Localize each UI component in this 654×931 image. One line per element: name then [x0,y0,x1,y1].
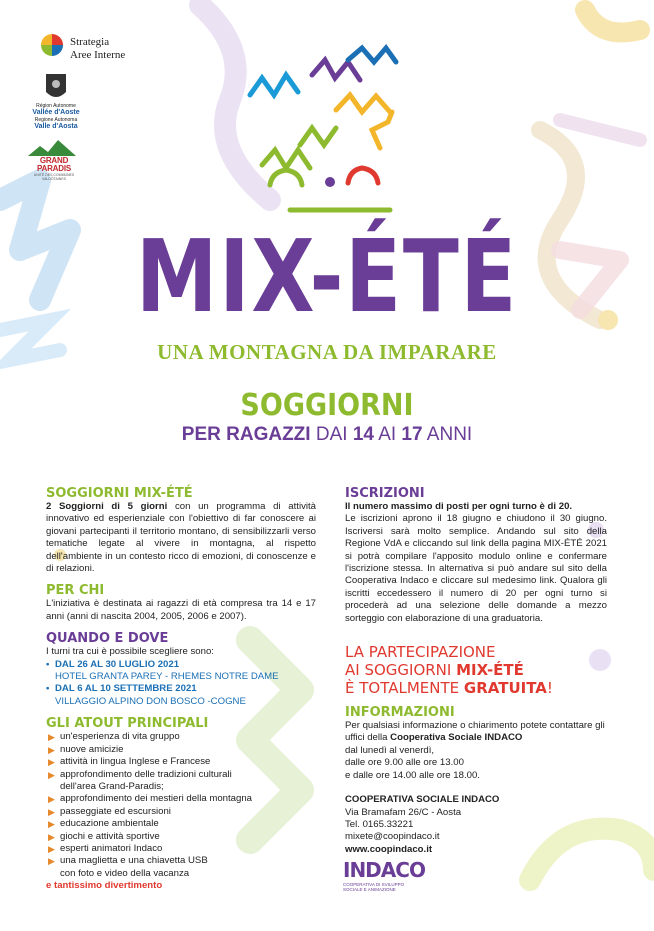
coop-address: Via Bramafam 26/C - Aosta [345,806,462,818]
info-morning: dalle ore 9.00 alle ore 13.00 [345,757,464,769]
region-logo [30,103,82,131]
atout-last: e tantissimo divertimento [46,880,163,892]
list-item: ▶ attività in lingua Inglese e Francese [48,756,211,768]
strategia-line1: Strategia [70,36,110,48]
region-line1: Région Autonome [36,103,76,109]
right-column [345,486,607,856]
coop-web[interactable]: www.coopindaco.it [345,843,433,855]
strategia-logo-mark [41,34,63,56]
anni-word: ANNI [426,424,473,445]
age-to: 17 [401,424,423,445]
strategia-line2: Aree Interne [70,49,126,61]
soggiorni-text: con un programma di attività innovativo ed esperienziale con l'obiettivo di far conoscere ai giovani partecipanti il territorio montano, di sensibilizzarli verso tematiche legate al vivere in montagna, al rispetto dell'ambiente in un contesto ricco di emozioni, di conoscenze e di relazioni. [46,501,316,575]
info-afternoon: e dalle ore 14.00 alle ore 18.00. [345,769,480,781]
soggiorni-heading: SOGGIORNI [240,388,414,423]
ai-word: AI [378,424,397,445]
subtitle: UNA MONTAGNA DA IMPARARE [157,340,497,364]
turno2-date: • DAL 6 AL 10 SETTEMBRE 2021 [46,683,197,695]
grand-paradis-sub: UNITÉ DES COMMUNES VALDÔTAINES [33,173,75,181]
soggiorni-mixete-heading: SOGGIORNI MIX-ÉTÉ [46,486,193,501]
partecipazione-block [345,643,607,697]
per-chi-heading: PER CHI [46,583,105,599]
coop-email[interactable]: mixete@coopindaco.it [345,831,440,843]
iscrizioni-text: Le iscrizioni aprono il 18 giugno e chiudono il 30 giugno. Iscriversi sarà molto semplice. Andando sul sito della Regione VdA e cliccando sul link della pagina MIX-ÉTÉ 2021 si potrà compilare l'apposito modulo online e confermare l'iscrizione stessa. In alternativa si può andare sul sito della Cooperativa Indaco e cliccare sul medesimo link. Qualora gli iscritti eccedessero il numero di 20 per ogni turno si procederà ad una selezione delle domande a mezzo sorteggio con elaborazione di una graduatoria. [345,513,607,624]
iscrizioni-heading: ISCRIZIONI [345,486,425,501]
informazioni-heading: INFORMAZIONI [345,705,455,721]
atout-heading: GLI ATOUT PRINCIPALI [46,716,209,732]
turni-intro: I turni tra cui è possibile scegliere sono: [46,646,214,658]
grand-paradis-name: GRAND PARADIS [36,156,71,173]
grand-paradis-logo [26,157,82,181]
age-from: 14 [352,424,374,445]
turno1-place: HOTEL GRANTA PAREY - RHEMES NOTRE DAME [55,671,279,683]
grand-paradis-mountain [28,140,76,156]
atout-list [46,731,316,880]
turno2-place: VILLAGGIO ALPINO DON BOSCO -COGNE [55,695,246,707]
list-item: ▶ nuove amicizie [48,743,124,755]
region-line4: Valle d'Aosta [34,123,78,130]
info-days: dal lunedì al venerdì, [345,744,435,756]
age-range-line [0,424,654,446]
list-item: ▶ una maglietta e una chiavetta USB con foto e video della vacanza [48,855,208,879]
list-item: ▶ approfondimento dei mestieri della montagna [48,793,252,805]
list-item: ▶ approfondimento delle tradizioni culturali dell'area Grand-Paradis; [48,768,232,792]
list-item: ▶ giochi e attività sportive [48,830,160,842]
region-line2: Vallée d'Aoste [32,109,80,116]
list-item: ▶ esperti animatori Indaco [48,842,163,854]
list-item: ▶ educazione ambientale [48,818,159,830]
list-item: ▶ un'esperienza di vita gruppo [48,731,180,743]
partecipazione-line3: È TOTALMENTE GRATUITA! [345,679,553,698]
soggiorni-description [46,501,316,575]
main-title: MIX-ÉTÉ [135,218,519,335]
indaco-logo [343,858,425,892]
coop-tel: Tel. 0165.33221 [345,818,414,830]
list-item: ▶ passeggiate ed escursioni [48,805,171,817]
iscrizioni-bold: Il numero massimo di posti per ogni turno è di 20. [345,501,573,512]
left-column [46,486,316,893]
per-ragazzi: PER RAGAZZI [181,424,311,445]
quando-dove-heading: QUANDO E DOVE [46,631,169,647]
region-shield-logo [46,74,66,97]
info-text: Per qualsiasi informazione o chiarimento potete contattare gli uffici della Cooperativa Sociale INDACO [345,720,605,744]
region-line3: Regione Autonoma [34,117,78,123]
per-chi-text: L'iniziativa è destinata ai ragazzi di età compresa tra 14 e 17 anni (anni di nascita 2004, 2005, 2006 e 2007). [46,598,316,622]
partecipazione-line1: LA PARTECIPAZIONE [345,643,496,662]
dai-word: DAI [315,424,348,445]
soggiorni-bold: 2 Soggiorni di 5 giorni [46,501,168,512]
indaco-logo-word: INDACO [343,858,425,882]
turno1-date: • DAL 26 AL 30 LUGLIO 2021 [46,658,180,670]
coop-name: COOPERATIVA SOCIALE INDACO [345,794,500,806]
strategia-aree-interne-logo [70,36,125,62]
partecipazione-line2: AI SOGGIORNI MIX-ÉTÉ [345,661,524,680]
indaco-logo-sub: COOPERATIVA DI SVILUPPO SOCIALE E ANIMAZIONE [343,882,405,892]
